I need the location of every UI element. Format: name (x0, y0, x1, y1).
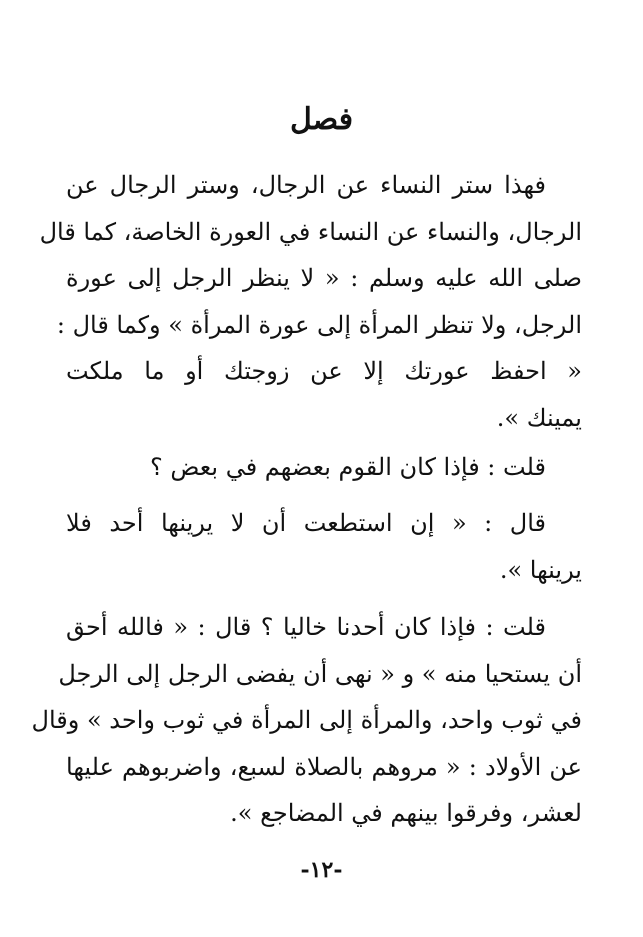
text-line: الرجال، والنساء عن النساء في العورة الخاصة، كما قال (39, 217, 582, 246)
paragraph-2 (66, 444, 582, 491)
text-line: عن الأولاد : « مروهم بالصلاة لسبع، واضربوهم عليها (66, 752, 582, 781)
paragraph-3 (66, 500, 582, 593)
text-line: لعشر، وفرقوا بينهم في المضاجع ». (230, 799, 582, 827)
text-line: قلت : فإذا كان أحدنا خاليا ؟ قال : « فالله أحق (66, 613, 546, 641)
text-line: « احفظ عورتك إلا عن زوجتك أو ما ملكت (66, 357, 582, 385)
paragraph-1 (39, 162, 582, 441)
text-line: فهذا ستر النساء عن الرجال، وستر الرجال عن (66, 171, 546, 199)
text-line: في ثوب واحد، والمرأة إلى المرأة في ثوب واحد » وقال (31, 706, 582, 734)
text-line: قلت : فإذا كان القوم بعضهم في بعض ؟ (150, 453, 546, 481)
text-line: صلى الله عليه وسلم : « لا ينظر الرجل إلى عورة (66, 264, 582, 292)
text-line: قال : « إن استطعت أن لا يرينها أحد فلا (66, 509, 546, 537)
text-line: أن يستحيا منه » و « نهى أن يفضى الرجل إلى الرجل (58, 659, 582, 688)
paragraph-4 (31, 604, 582, 837)
page-number: -١٢- (300, 857, 343, 883)
text-line: يرينها ». (499, 555, 582, 584)
text-line: الرجل، ولا تنظر المرأة إلى عورة المرأة » وكما قال : (56, 310, 582, 339)
text-line: يمينك ». (496, 403, 582, 432)
section-title: فصل (289, 102, 354, 137)
